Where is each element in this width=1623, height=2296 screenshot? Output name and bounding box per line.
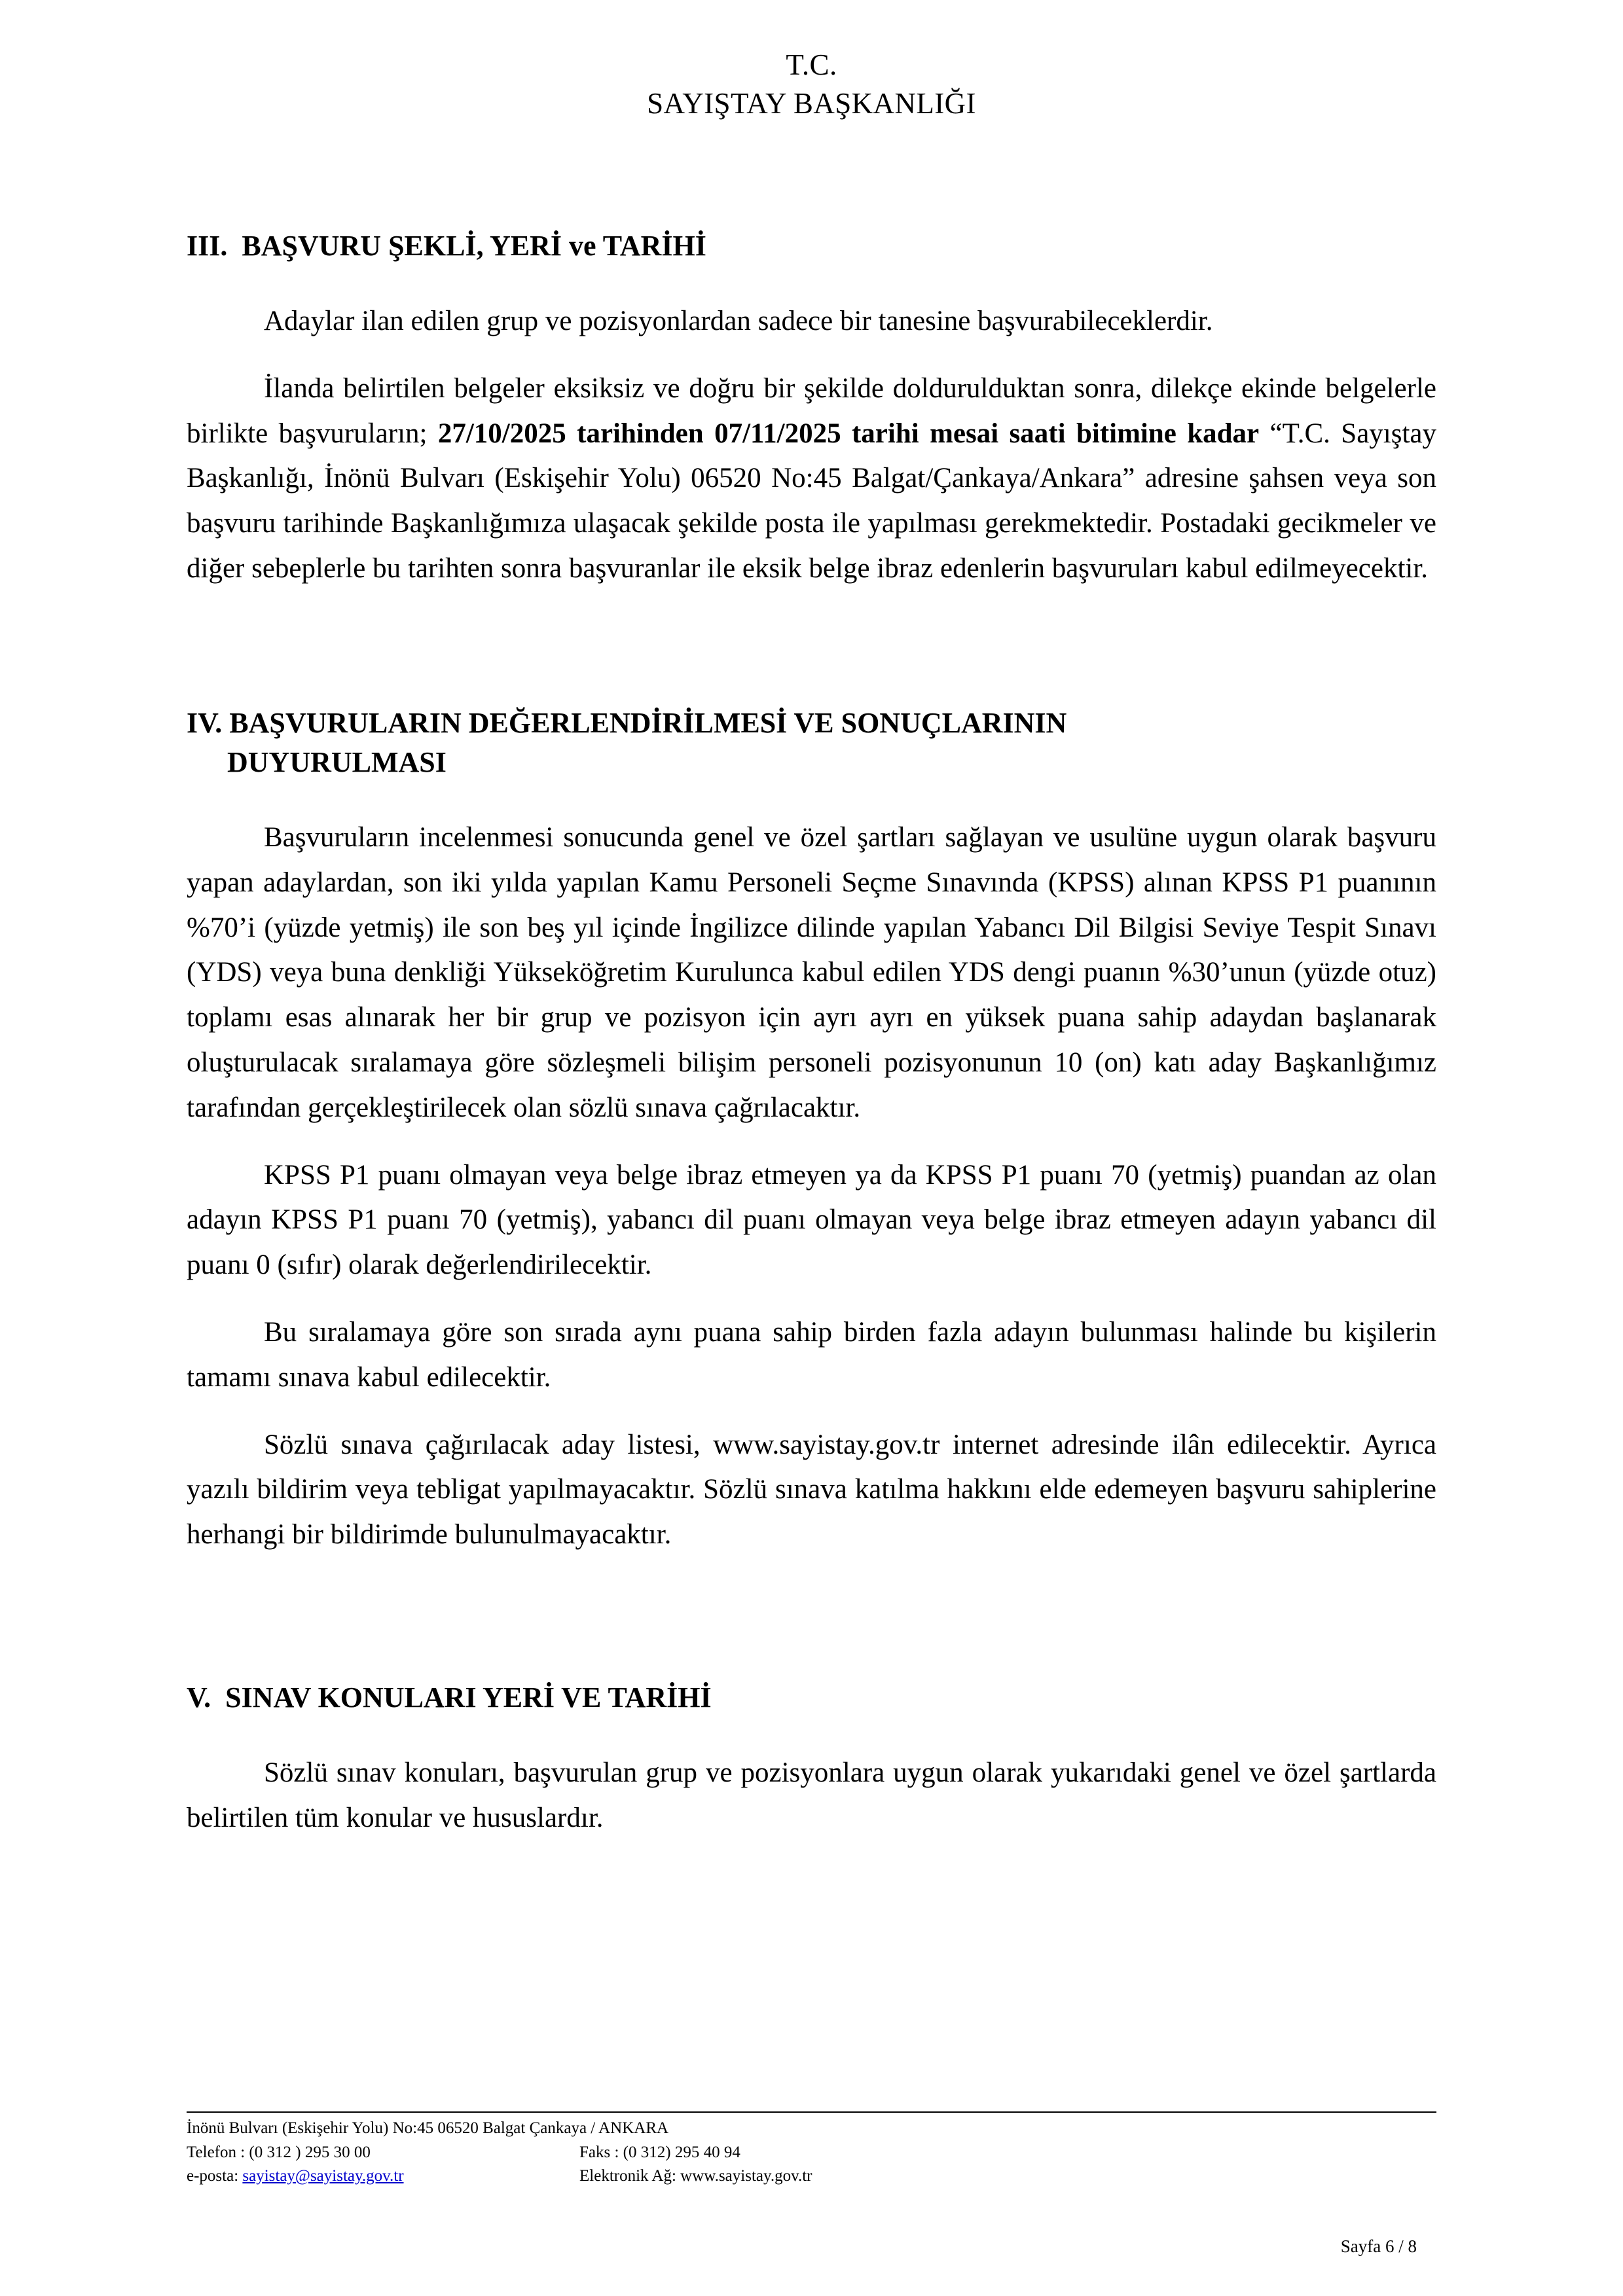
footer-fax: Faks : (0 312) 295 40 94 xyxy=(579,2143,740,2161)
section-iv-paragraph-3: Bu sıralamaya göre son sırada aynı puana sahip birden fazla adayın bulunması halinde bu kişilerin tamamı sınava kabul edilecektir. xyxy=(187,1316,1436,1393)
document-header xyxy=(187,39,1436,122)
footer-address-row xyxy=(187,2117,1436,2140)
section-iv-paragraph-4: Sözlü sınava çağırılacak aday listesi, www.sayistay.gov.tr internet adresinde ilân edilecektir. Ayrıca yazılı bildirim veya tebligat yapılmayacaktır. Sözlü sınava katılma hakkını elde edemeyen başvuru sahiplerine herhangi bir bildirimde bulunulmayacaktır. xyxy=(187,1429,1436,1551)
section-iv-title-line-1: BAŞVURULARIN DEĞERLENDİRİLMESİ VE SONUÇLARININ xyxy=(229,706,1067,739)
footer-email-row xyxy=(187,2164,1436,2188)
section-iv-paragraph-1: Başvuruların incelenmesi sonucunda genel ve özel şartları sağlayan ve usulüne uygun olarak başvuru yapan adaylardan, son iki yılda yapılan Kamu Personeli Seçme Sınavında (KPSS) alınan KPSS P1 puanının %70’i (yüzde yetmiş) ile son beş yıl içinde İngilizce dilinde yapılan Yabancı Dil Bilgisi Seviye Tespit Sınavı (YDS) veya buna denkliği Yükseköğretim Kurulunca kabul edilen YDS dengi puanın %30’unun (yüzde otuz) toplamı esas alınarak her bir grup ve pozisyon için ayrı ayrı en yüksek puana sahip adaydan başlanarak oluşturulacak sıralamaya göre sözleşmeli bilişim personeli pozisyonunun 10 (on) katı aday Başkanlığımız tarafından gerçekleştirilecek olan sözlü sınava çağrılacaktır. xyxy=(187,822,1436,1123)
header-line-organization: SAYIŞTAY BAŞKANLIĞI xyxy=(647,86,976,120)
section-iii-paragraph-2 xyxy=(187,367,1436,592)
footer-address: İnönü Bulvarı (Eskişehir Yolu) No:45 06520 Balgat Çankaya / ANKARA xyxy=(187,2119,669,2138)
section-v-title: SINAV KONULARI YERİ VE TARİHİ xyxy=(225,1681,712,1713)
section-iv-paragraph-2: KPSS P1 puanı olmayan veya belge ibraz etmeyen ya da KPSS P1 puanı 70 (yetmiş) puandan az olan adayın KPSS P1 puanı 70 (yetmiş), yabancı dil puanı olmayan veya belge ibraz etmeyen adayın yabancı dil puanı 0 (sıfır) olarak değerlendirilecektir. xyxy=(187,1159,1436,1281)
footer-divider xyxy=(187,2111,1436,2113)
section-iii-paragraph-1: Adaylar ilan edilen grup ve pozisyonlardan sadece bir tanesine başvurabileceklerdir. xyxy=(264,306,1213,337)
footer-contact-block xyxy=(187,2117,1436,2188)
section-iv-number: IV. xyxy=(187,706,223,739)
paragraph-2-segment-2: “T.C. Sayıştay Başkanlığı, İnönü Bulvarı (Eskişehir Yolu) 06520 No:45 Balgat/Çankaya/Ankara” adresine şahsen veya son başvuru tarihinde Başkanlığımıza ulaşacak şekilde posta ile yapılması gerekmektedir. Postadaki gecikmeler ve diğer sebeplerle bu tarihten sonra başvuranlar ile eksik belge ibraz edenlerin başvuruları kabul edilmeyecektir. xyxy=(187,418,1436,584)
page-footer xyxy=(187,2111,1436,2257)
footer-email-label: e-posta: xyxy=(187,2166,239,2185)
footer-phone-row xyxy=(187,2141,1436,2164)
header-line-tc: T.C. xyxy=(786,48,837,81)
section-iii-title: BAŞVURU ŞEKLİ, YERİ ve TARİHİ xyxy=(242,230,706,262)
section-iv-title-line-2: DUYURULMASI xyxy=(227,745,447,778)
section-heading-v xyxy=(187,1679,1436,1717)
section-heading-iii xyxy=(187,227,1436,265)
footer-website: Elektronik Ağ: www.sayistay.gov.tr xyxy=(579,2166,812,2185)
footer-email-group xyxy=(187,2164,579,2188)
section-heading-iv xyxy=(187,704,1436,781)
section-v-number: V. xyxy=(187,1681,211,1713)
page-number: Sayfa 6 / 8 xyxy=(1340,2236,1417,2256)
footer-email-link[interactable]: sayistay@sayistay.gov.tr xyxy=(242,2166,404,2185)
section-v-paragraph-1: Sözlü sınav konuları, başvurulan grup ve pozisyonlara uygun olarak yukarıdaki genel ve özel şartlarda belirtilen tüm konular ve hususlardır. xyxy=(187,1757,1436,1833)
application-date-range: 27/10/2025 tarihinden 07/11/2025 tarihi mesai saati bitimine kadar xyxy=(437,418,1260,449)
section-iii-number: III. xyxy=(187,230,228,262)
paragraph-2-segment-1: İlanda belirtilen belgeler eksiksiz ve doğru bir şekilde doldurulduktan sonra, dilekçe ekinde belgelerle birlikte başvuruların; xyxy=(187,372,1436,449)
footer-phone: Telefon : (0 312 ) 295 30 00 xyxy=(187,2143,371,2161)
